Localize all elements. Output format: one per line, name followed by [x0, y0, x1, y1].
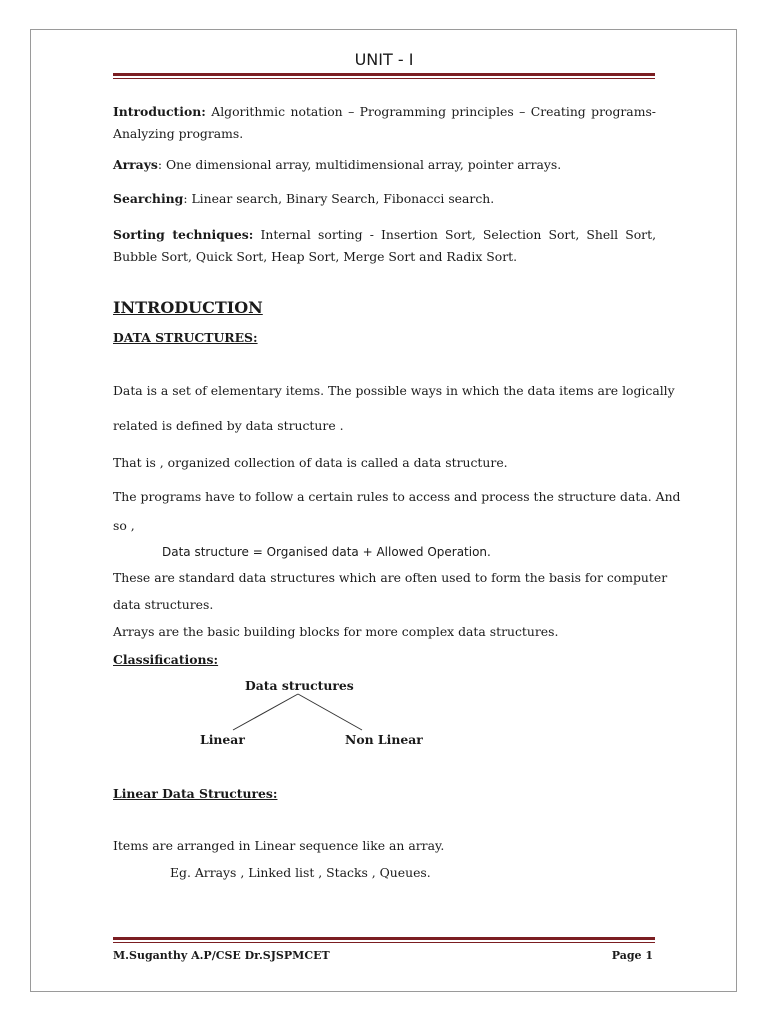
linear-heading: Linear Data Structures: [113, 786, 278, 801]
syllabus-text: : Linear search, Binary Search, Fibonacci search. [183, 191, 495, 206]
classifications-heading: Classifications: [113, 652, 219, 667]
body-line: These are standard data structures which are often used to form the basis for computer [113, 570, 668, 585]
syllabus-text: : One dimensional array, multidimensional array, pointer arrays. [157, 157, 562, 172]
body-line: Eg. Arrays , Linked list , Stacks , Queues. [170, 865, 431, 880]
tree-left-label: Linear [200, 732, 245, 747]
syllabus-label: Searching [113, 191, 184, 206]
syllabus-label: Arrays [113, 157, 158, 172]
body-line: related is defined by data structure . [113, 418, 344, 433]
body-line: Arrays are the basic building blocks for more complex data structures. [113, 624, 559, 639]
page-title: UNIT - I [354, 50, 414, 69]
footer-author: M.Suganthy A.P/CSE Dr.SJSPMCET [113, 949, 330, 962]
tree-edge-left [233, 694, 298, 730]
body-line: The programs have to follow a certain rules to access and process the structure data. And [113, 489, 681, 504]
body-line: Items are arranged in Linear sequence like an array. [113, 838, 445, 853]
syllabus-label: Sorting techniques: [113, 227, 254, 242]
syllabus-label: Introduction: [113, 104, 206, 119]
equation-line: Data structure = Organised data + Allowed Operation. [162, 545, 491, 559]
tree-edge-right [298, 694, 362, 730]
page-number: Page 1 [611, 949, 653, 962]
body-line: Data is a set of elementary items. The possible ways in which the data items are logically [113, 383, 675, 398]
footer-rule [113, 937, 655, 943]
body-line: That is , organized collection of data is called a data structure. [113, 455, 508, 470]
body-line: data structures. [113, 597, 214, 612]
section-heading: INTRODUCTION [113, 298, 263, 317]
syllabus-text: Internal sorting - Insertion Sort, Selection Sort, Shell Sort, Bubble Sort, Quick Sort, Heap Sort, Merge Sort and Radix Sort. [113, 227, 657, 264]
tree-right-label: Non Linear [345, 732, 423, 747]
body-line: so , [113, 518, 135, 533]
syllabus-text: Algorithmic notation – Programming principles – Creating programs- Analyzing programs. [113, 104, 656, 141]
tree-root-label: Data structures [245, 678, 354, 693]
subheading: DATA STRUCTURES: [113, 330, 258, 345]
